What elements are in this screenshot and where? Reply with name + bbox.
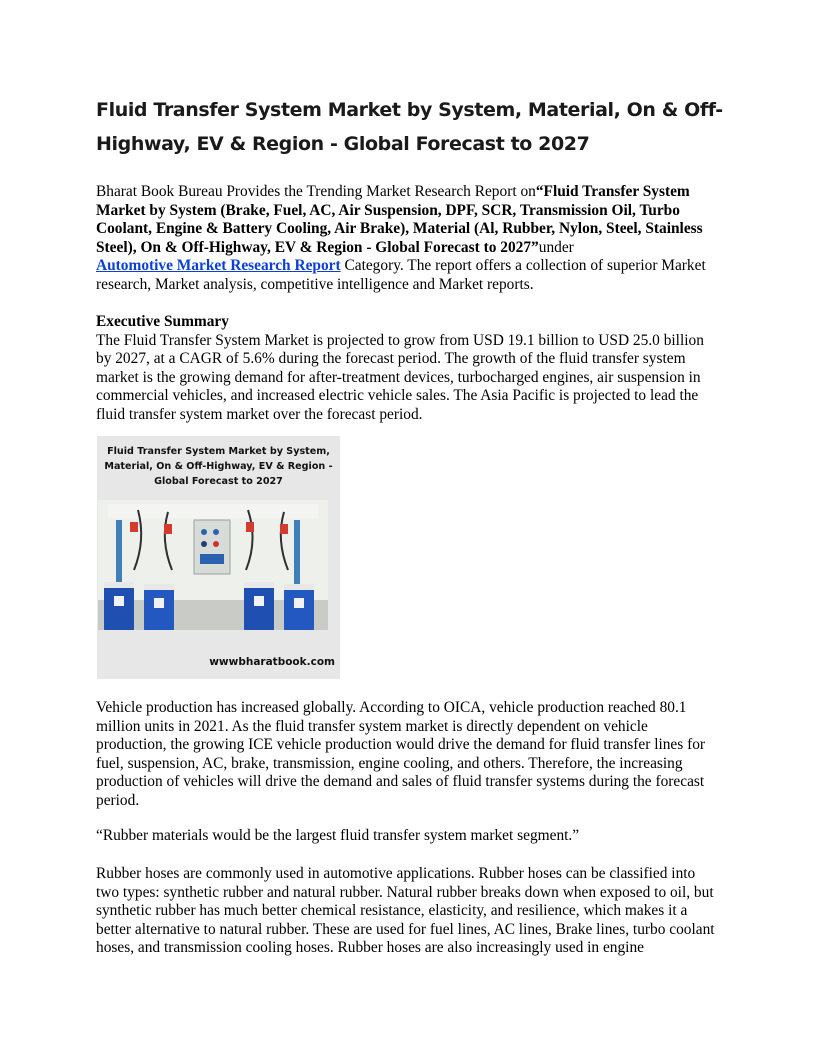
report-cover-image <box>97 436 340 679</box>
intro-under: under <box>538 238 574 256</box>
executive-summary-text: The Fluid Transfer System Market is projected to grow from USD 19.1 billion to USD 25.0 billion by 2027, at a CAGR of 5.6% during the forecast period. The growth of the fluid transfer system market is the growing demand for after-treatment devices, turbocharged engines, air suspension in commercial vehicles, and increased electric vehicle sales. The Asia Pacific is projected to lead the fluid transfer system market over the forecast period. <box>96 331 704 423</box>
executive-summary <box>96 313 722 424</box>
cover-image-title: Fluid Transfer System Market by System, Material, On & Off-Highway, EV & Region - Global Forecast to 2027 <box>104 446 333 487</box>
rubber-hoses-paragraph: Rubber hoses are commonly used in automotive applications. Rubber hoses can be classified into two types: synthetic rubber and natural rubber. Natural rubber breaks down when exposed to oil, but synthetic rubber has much better chemical resistance, elasticity, and resilience, which makes it a better alternative to natural rubber. These are used for fuel lines, AC lines, Brake lines, turbo coolant hoses, and transmission cooling hoses. Rubber hoses are also increasingly used in engine <box>96 865 715 956</box>
executive-summary-heading: Executive Summary <box>96 313 229 330</box>
intro-report-name: “Fluid Transfer System Market by System (Brake, Fuel, AC, Air Suspension, DPF, SCR, Transmission Oil, Turbo Coolant, Engine & Battery Cooling, Air Brake), Material (Al, Rubber, Nylon, Steel, Stainless Steel), On & Off-Highway, EV & Region - Global Forecast to 2027” <box>96 183 703 256</box>
rubber-segment-quote: “Rubber materials would be the largest fluid transfer system market segment.” <box>96 827 580 844</box>
fluid-dispensing-equipment-photo <box>98 500 328 668</box>
automotive-report-link[interactable]: Automotive Market Research Report <box>96 257 341 274</box>
intro-tail: Category. The report offers a collection of superior Market research, Market analysis, competitive intelligence and Market reports. <box>96 257 706 293</box>
cover-image-url: wwwbharatbook.com <box>209 656 335 668</box>
intro-lead: Bharat Book Bureau Provides the Trending Market Research Report on <box>96 183 536 200</box>
intro-paragraph <box>96 183 722 294</box>
production-paragraph: Vehicle production has increased globally. According to OICA, vehicle production reached 80.1 million units in 2021. As the fluid transfer system market is directly dependent on vehicle production, the growing ICE vehicle production would drive the demand for fluid transfer lines for fuel, suspension, AC, brake, transmission, engine cooling, and others. Therefore, the increasing production of vehicles will drive the demand and sales of fluid transfer systems during the forecast period. <box>96 699 706 809</box>
report-title: Fluid Transfer System Market by System, Material, On & Off-Highway, EV & Region - Global Forecast to 2027 <box>96 99 723 155</box>
